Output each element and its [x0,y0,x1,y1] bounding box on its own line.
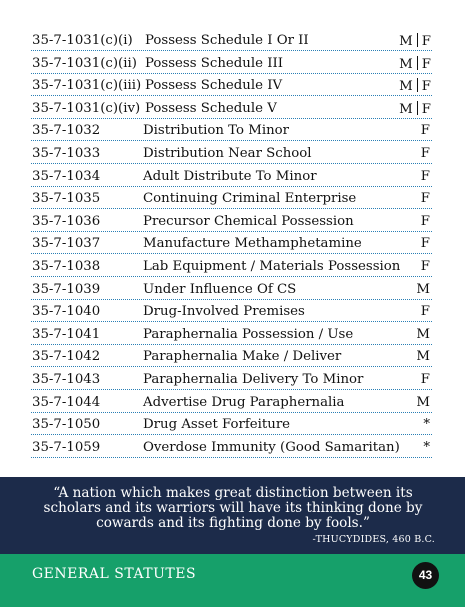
statute-description: Lab Equipment / Materials Possession [143,259,401,274]
offense-class-letter: M [399,101,413,117]
quote-line: “A nation which makes great distinction between its [53,485,413,501]
offense-class-letter: * [423,439,430,455]
statute-description: Paraphernalia Possession / Use [143,326,354,342]
statute-description: Continuing Criminal Enterprise [143,191,357,207]
table-row [31,279,432,300]
statute-code: 35-7-1034 [32,168,101,184]
statute-description: Precursor Chemical Possession [143,213,354,229]
statute-code: 35-7-1043 [32,372,101,387]
offense-class-letter: F [421,101,431,117]
offense-class [423,417,430,433]
table-row [31,233,432,254]
offense-class [416,349,430,365]
offense-class [421,236,430,252]
section-title: GENERAL STATUTES [32,566,197,582]
statute-code: 35-7-1041 [32,326,101,342]
class-separator [417,56,418,70]
statute-description: Paraphernalia Make / Deliver [143,349,342,365]
statute-code: 35-7-1040 [32,304,101,320]
statute-code: 35-7-1033 [32,146,101,161]
class-separator [417,33,418,47]
offense-class-letter: F [421,56,431,72]
table-row [31,256,432,277]
table-row [31,301,432,322]
table-row [31,166,432,187]
offense-class-letter: M [416,281,430,297]
offense-class [421,372,430,388]
table-row [31,414,432,435]
table-row [31,30,432,51]
offense-class-letter: M [399,34,413,49]
offense-class [421,146,430,162]
offense-class [421,123,430,139]
offense-class [423,440,430,456]
offense-class [421,191,430,207]
offense-class [399,101,431,118]
statute-code: 35-7-1032 [32,123,101,139]
page-number-badge: 43 [412,562,439,589]
offense-class-letter: F [420,146,430,161]
statute-description: Manufacture Methamphetamine [143,236,362,252]
quote-text [38,486,428,531]
statute-description: Drug Asset Forfeiture [143,417,291,433]
offense-class-letter: M [416,326,430,342]
offense-class-letter: F [420,168,430,184]
quote-line: scholars and its warriors will have its thinking done by [43,500,423,516]
offense-class-letter: M [416,394,430,410]
offense-class [416,395,430,411]
statute-code: 35-7-1038 [32,259,101,274]
table-row [31,120,432,141]
offense-class-letter: F [420,213,430,229]
offense-class-letter: F [421,34,431,49]
statute-code: 35-7-1031(c)(ii) [32,55,137,71]
quote-line: cowards and its fighting done by fools.” [96,515,370,531]
table-row [31,324,432,345]
offense-class [421,304,430,320]
table-row [31,188,432,209]
statute-description: Possess Schedule III [145,55,283,71]
statute-code: 35-7-1031(c)(i) [32,33,133,48]
statute-description: Overdose Immunity (Good Samaritan) [143,439,400,455]
statute-description: Under Influence Of CS [143,281,297,297]
class-separator [417,101,418,115]
offense-class [399,33,431,50]
table-row [31,392,432,413]
offense-class-letter: * [423,417,430,433]
offense-class-letter: F [420,304,430,320]
table-row [31,53,432,74]
table-row [31,75,432,96]
statute-code: 35-7-1031(c)(iii) [32,78,142,94]
offense-class-letter: F [420,372,430,387]
offense-class-letter: M [399,79,413,95]
table-row [31,346,432,367]
statute-code: 35-7-1031(c)(iv) [32,100,141,116]
statute-description: Possess Schedule V [145,100,277,116]
statute-description: Advertise Drug Paraphernalia [143,394,345,410]
table-row [31,369,432,390]
statute-code: 35-7-1050 [32,417,101,433]
offense-class [399,56,431,73]
statute-description: Adult Distribute To Minor [143,168,317,184]
quote-attribution: -THUCYDIDES, 460 B.C. [312,534,435,545]
offense-class-letter: F [420,236,430,252]
offense-class-letter: F [421,79,431,95]
statute-code: 35-7-1035 [32,191,101,207]
offense-class-letter: F [420,191,430,207]
footer-band [0,554,465,607]
statute-description: Drug-Involved Premises [143,304,305,320]
offense-class-letter: M [416,349,430,365]
statute-description: Possess Schedule I Or II [145,33,309,48]
statute-code: 35-7-1039 [32,281,101,297]
offense-class [421,214,430,230]
statute-code: 35-7-1059 [32,439,101,455]
table-row [31,143,432,164]
statute-code: 35-7-1036 [32,213,101,229]
statute-code: 35-7-1037 [32,236,101,252]
statute-description: Distribution To Minor [143,123,290,139]
statute-description: Possess Schedule IV [145,78,283,94]
offense-class-letter: F [420,123,430,139]
quote-band [0,477,465,554]
offense-class [416,327,430,343]
statute-description: Distribution Near School [143,146,312,161]
table-row [31,437,432,458]
statute-code: 35-7-1042 [32,349,101,365]
offense-class [421,259,430,275]
class-separator [417,78,418,92]
statute-code: 35-7-1044 [32,394,101,410]
table-row [31,98,432,119]
offense-class [399,78,431,95]
offense-class [416,282,430,298]
offense-class-letter: F [420,259,430,274]
table-row [31,211,432,232]
offense-class [421,169,430,185]
statute-description: Paraphernalia Delivery To Minor [143,372,364,387]
offense-class-letter: M [399,56,413,72]
